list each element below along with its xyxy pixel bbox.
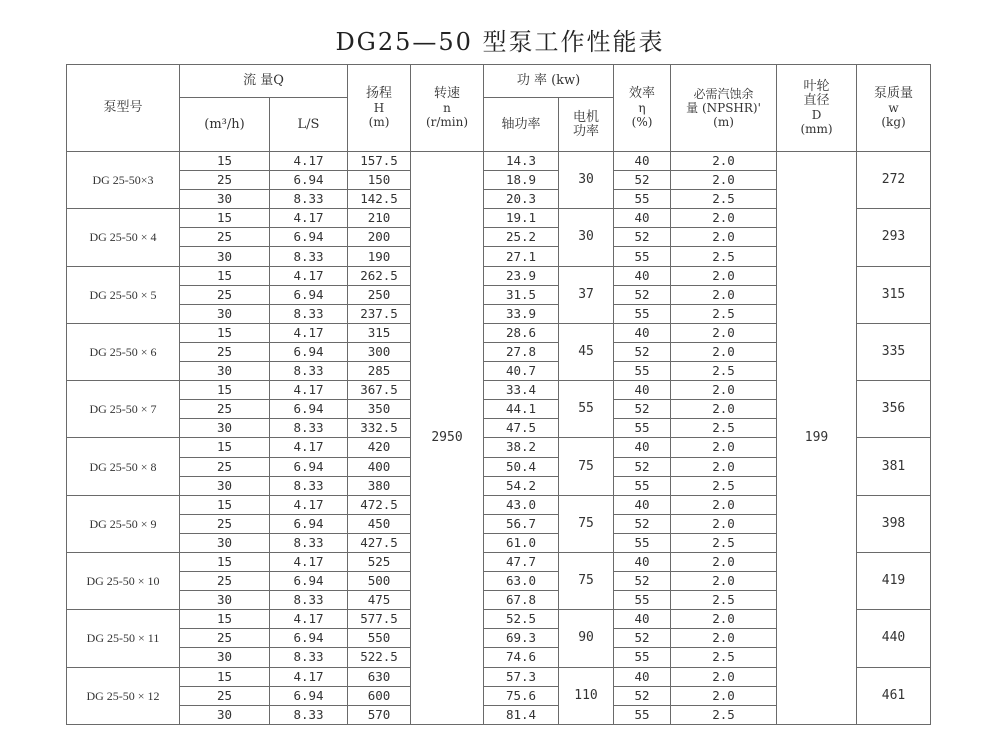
cell-flow-m3h: 30 bbox=[180, 705, 270, 724]
cell-flow-m3h: 15 bbox=[180, 495, 270, 514]
header-speed bbox=[411, 65, 484, 152]
cell-speed: 2950 bbox=[411, 152, 484, 725]
cell-npsh: 2.0 bbox=[671, 552, 777, 571]
cell-efficiency: 40 bbox=[614, 495, 671, 514]
header-head-label: 扬程 bbox=[366, 86, 393, 101]
cell-npsh: 2.0 bbox=[671, 667, 777, 686]
cell-shaft-power: 61.0 bbox=[484, 533, 559, 552]
cell-head: 367.5 bbox=[348, 381, 411, 400]
table-body bbox=[67, 152, 931, 725]
cell-flow-ls: 4.17 bbox=[270, 152, 348, 171]
cell-head: 472.5 bbox=[348, 495, 411, 514]
cell-flow-ls: 4.17 bbox=[270, 667, 348, 686]
cell-npsh: 2.5 bbox=[671, 705, 777, 724]
cell-model: DG 25-50 × 10 bbox=[67, 552, 180, 609]
cell-shaft-power: 47.7 bbox=[484, 552, 559, 571]
cell-flow-m3h: 25 bbox=[180, 285, 270, 304]
cell-motor-power: 30 bbox=[559, 209, 614, 266]
cell-flow-m3h: 15 bbox=[180, 152, 270, 171]
cell-efficiency: 52 bbox=[614, 457, 671, 476]
cell-head: 475 bbox=[348, 591, 411, 610]
cell-npsh: 2.5 bbox=[671, 591, 777, 610]
cell-efficiency: 52 bbox=[614, 514, 671, 533]
header-mass-unit: (kg) bbox=[881, 115, 906, 129]
cell-model: DG 25-50 × 5 bbox=[67, 266, 180, 323]
cell-head: 210 bbox=[348, 209, 411, 228]
cell-shaft-power: 52.5 bbox=[484, 610, 559, 629]
cell-flow-m3h: 15 bbox=[180, 610, 270, 629]
cell-flow-m3h: 25 bbox=[180, 686, 270, 705]
cell-motor-power: 55 bbox=[559, 381, 614, 438]
cell-npsh: 2.0 bbox=[671, 686, 777, 705]
cell-shaft-power: 56.7 bbox=[484, 514, 559, 533]
cell-shaft-power: 44.1 bbox=[484, 400, 559, 419]
cell-shaft-power: 50.4 bbox=[484, 457, 559, 476]
cell-efficiency: 40 bbox=[614, 381, 671, 400]
cell-npsh: 2.0 bbox=[671, 228, 777, 247]
cell-flow-m3h: 30 bbox=[180, 476, 270, 495]
cell-shaft-power: 63.0 bbox=[484, 572, 559, 591]
cell-shaft-power: 20.3 bbox=[484, 190, 559, 209]
cell-flow-m3h: 15 bbox=[180, 438, 270, 457]
cell-flow-m3h: 15 bbox=[180, 209, 270, 228]
header-mass bbox=[857, 65, 931, 152]
cell-flow-m3h: 15 bbox=[180, 552, 270, 571]
header-head-unit: (m) bbox=[368, 115, 390, 129]
cell-head: 570 bbox=[348, 705, 411, 724]
header-efficiency bbox=[614, 65, 671, 152]
cell-efficiency: 40 bbox=[614, 266, 671, 285]
cell-head: 525 bbox=[348, 552, 411, 571]
header-eff-unit: (%) bbox=[631, 115, 653, 129]
header-speed-label: 转速 bbox=[434, 86, 461, 101]
cell-efficiency: 52 bbox=[614, 342, 671, 361]
cell-flow-m3h: 30 bbox=[180, 247, 270, 266]
cell-shaft-power: 23.9 bbox=[484, 266, 559, 285]
cell-head: 142.5 bbox=[348, 190, 411, 209]
cell-npsh: 2.0 bbox=[671, 323, 777, 342]
cell-model: DG 25-50 × 4 bbox=[67, 209, 180, 266]
cell-flow-ls: 4.17 bbox=[270, 323, 348, 342]
cell-model: DG 25-50×3 bbox=[67, 152, 180, 209]
header-mass-symbol: w bbox=[888, 101, 899, 115]
cell-npsh: 2.5 bbox=[671, 533, 777, 552]
cell-efficiency: 55 bbox=[614, 419, 671, 438]
cell-npsh: 2.0 bbox=[671, 629, 777, 648]
cell-flow-ls: 8.33 bbox=[270, 304, 348, 323]
cell-flow-m3h: 15 bbox=[180, 266, 270, 285]
cell-shaft-power: 54.2 bbox=[484, 476, 559, 495]
cell-efficiency: 52 bbox=[614, 285, 671, 304]
cell-model: DG 25-50 × 12 bbox=[67, 667, 180, 724]
header-mass-label: 泵质量 bbox=[874, 86, 914, 101]
cell-flow-ls: 8.33 bbox=[270, 476, 348, 495]
cell-shaft-power: 57.3 bbox=[484, 667, 559, 686]
cell-efficiency: 52 bbox=[614, 686, 671, 705]
cell-npsh: 2.0 bbox=[671, 209, 777, 228]
cell-head: 400 bbox=[348, 457, 411, 476]
cell-motor-power: 75 bbox=[559, 552, 614, 609]
cell-shaft-power: 75.6 bbox=[484, 686, 559, 705]
header-motor-power-label-1: 电机 bbox=[573, 109, 600, 125]
cell-model: DG 25-50 × 11 bbox=[67, 610, 180, 667]
cell-npsh: 2.0 bbox=[671, 266, 777, 285]
cell-efficiency: 40 bbox=[614, 552, 671, 571]
cell-efficiency: 40 bbox=[614, 323, 671, 342]
cell-npsh: 2.0 bbox=[671, 457, 777, 476]
cell-motor-power: 75 bbox=[559, 495, 614, 552]
cell-flow-ls: 4.17 bbox=[270, 266, 348, 285]
cell-shaft-power: 67.8 bbox=[484, 591, 559, 610]
cell-mass: 335 bbox=[857, 323, 931, 380]
cell-head: 427.5 bbox=[348, 533, 411, 552]
cell-flow-ls: 4.17 bbox=[270, 438, 348, 457]
cell-head: 350 bbox=[348, 400, 411, 419]
cell-flow-m3h: 25 bbox=[180, 171, 270, 190]
cell-shaft-power: 27.1 bbox=[484, 247, 559, 266]
cell-efficiency: 40 bbox=[614, 209, 671, 228]
cell-head: 157.5 bbox=[348, 152, 411, 171]
header-npsh bbox=[671, 65, 777, 152]
cell-head: 315 bbox=[348, 323, 411, 342]
header-motor-power-label-2: 功率 bbox=[573, 123, 600, 139]
cell-npsh: 2.0 bbox=[671, 572, 777, 591]
cell-head: 630 bbox=[348, 667, 411, 686]
page-title: DG25—50 型泵工作性能表 bbox=[335, 28, 665, 56]
cell-efficiency: 52 bbox=[614, 171, 671, 190]
cell-efficiency: 55 bbox=[614, 705, 671, 724]
cell-npsh: 2.0 bbox=[671, 285, 777, 304]
cell-npsh: 2.5 bbox=[671, 304, 777, 323]
header-flow-ls: L/S bbox=[270, 98, 348, 152]
cell-flow-ls: 8.33 bbox=[270, 705, 348, 724]
cell-flow-ls: 8.33 bbox=[270, 648, 348, 667]
cell-head: 522.5 bbox=[348, 648, 411, 667]
cell-flow-ls: 8.33 bbox=[270, 591, 348, 610]
cell-flow-ls: 6.94 bbox=[270, 686, 348, 705]
cell-head: 262.5 bbox=[348, 266, 411, 285]
cell-flow-m3h: 30 bbox=[180, 304, 270, 323]
cell-efficiency: 40 bbox=[614, 610, 671, 629]
cell-flow-m3h: 30 bbox=[180, 533, 270, 552]
cell-shaft-power: 31.5 bbox=[484, 285, 559, 304]
cell-npsh: 2.0 bbox=[671, 171, 777, 190]
cell-flow-ls: 4.17 bbox=[270, 495, 348, 514]
cell-shaft-power: 33.4 bbox=[484, 381, 559, 400]
cell-shaft-power: 27.8 bbox=[484, 342, 559, 361]
cell-mass: 356 bbox=[857, 381, 931, 438]
header-impeller-unit: (mm) bbox=[800, 122, 833, 136]
cell-flow-m3h: 25 bbox=[180, 629, 270, 648]
cell-efficiency: 40 bbox=[614, 152, 671, 171]
cell-flow-m3h: 15 bbox=[180, 667, 270, 686]
cell-flow-ls: 4.17 bbox=[270, 209, 348, 228]
cell-flow-ls: 6.94 bbox=[270, 457, 348, 476]
cell-flow-ls: 8.33 bbox=[270, 362, 348, 381]
cell-flow-m3h: 15 bbox=[180, 323, 270, 342]
cell-flow-ls: 4.17 bbox=[270, 381, 348, 400]
cell-flow-ls: 8.33 bbox=[270, 419, 348, 438]
cell-motor-power: 90 bbox=[559, 610, 614, 667]
cell-flow-m3h: 25 bbox=[180, 457, 270, 476]
cell-npsh: 2.5 bbox=[671, 419, 777, 438]
cell-impeller-diameter: 199 bbox=[777, 152, 857, 725]
cell-flow-ls: 6.94 bbox=[270, 400, 348, 419]
table-row bbox=[67, 152, 931, 171]
header-motor-power bbox=[559, 98, 614, 152]
cell-flow-m3h: 30 bbox=[180, 591, 270, 610]
cell-flow-ls: 4.17 bbox=[270, 610, 348, 629]
cell-head: 285 bbox=[348, 362, 411, 381]
header-impeller-symbol: D bbox=[811, 108, 822, 122]
cell-flow-ls: 6.94 bbox=[270, 629, 348, 648]
header-row-1 bbox=[67, 65, 931, 98]
header-model: 泵型号 bbox=[67, 65, 180, 152]
cell-npsh: 2.5 bbox=[671, 247, 777, 266]
cell-shaft-power: 25.2 bbox=[484, 228, 559, 247]
cell-motor-power: 75 bbox=[559, 438, 614, 495]
cell-npsh: 2.0 bbox=[671, 495, 777, 514]
cell-shaft-power: 14.3 bbox=[484, 152, 559, 171]
cell-mass: 381 bbox=[857, 438, 931, 495]
cell-efficiency: 52 bbox=[614, 400, 671, 419]
cell-mass: 419 bbox=[857, 552, 931, 609]
cell-flow-ls: 8.33 bbox=[270, 190, 348, 209]
cell-shaft-power: 74.6 bbox=[484, 648, 559, 667]
cell-flow-m3h: 30 bbox=[180, 648, 270, 667]
cell-npsh: 2.0 bbox=[671, 381, 777, 400]
cell-efficiency: 55 bbox=[614, 648, 671, 667]
cell-flow-m3h: 30 bbox=[180, 362, 270, 381]
cell-npsh: 2.0 bbox=[671, 438, 777, 457]
cell-flow-m3h: 25 bbox=[180, 342, 270, 361]
cell-model: DG 25-50 × 7 bbox=[67, 381, 180, 438]
header-power: 功 率 (kw) bbox=[484, 65, 614, 98]
cell-flow-ls: 4.17 bbox=[270, 552, 348, 571]
cell-head: 332.5 bbox=[348, 419, 411, 438]
cell-head: 237.5 bbox=[348, 304, 411, 323]
cell-flow-ls: 6.94 bbox=[270, 171, 348, 190]
cell-shaft-power: 38.2 bbox=[484, 438, 559, 457]
header-npsh-unit: (m) bbox=[713, 115, 734, 129]
cell-efficiency: 52 bbox=[614, 629, 671, 648]
cell-npsh: 2.5 bbox=[671, 476, 777, 495]
cell-efficiency: 55 bbox=[614, 362, 671, 381]
cell-motor-power: 37 bbox=[559, 266, 614, 323]
cell-shaft-power: 81.4 bbox=[484, 705, 559, 724]
header-impeller-label-2: 直径 bbox=[803, 93, 830, 108]
cell-npsh: 2.0 bbox=[671, 400, 777, 419]
cell-head: 600 bbox=[348, 686, 411, 705]
cell-flow-m3h: 25 bbox=[180, 514, 270, 533]
cell-flow-ls: 6.94 bbox=[270, 514, 348, 533]
header-eff-label: 效率 bbox=[629, 86, 656, 101]
cell-npsh: 2.5 bbox=[671, 648, 777, 667]
cell-efficiency: 55 bbox=[614, 591, 671, 610]
cell-model: DG 25-50 × 8 bbox=[67, 438, 180, 495]
cell-mass: 461 bbox=[857, 667, 931, 724]
header-impeller bbox=[777, 65, 857, 152]
cell-efficiency: 40 bbox=[614, 667, 671, 686]
cell-flow-ls: 6.94 bbox=[270, 572, 348, 591]
cell-npsh: 2.0 bbox=[671, 152, 777, 171]
cell-mass: 440 bbox=[857, 610, 931, 667]
cell-head: 420 bbox=[348, 438, 411, 457]
cell-head: 450 bbox=[348, 514, 411, 533]
cell-efficiency: 52 bbox=[614, 228, 671, 247]
cell-efficiency: 52 bbox=[614, 572, 671, 591]
cell-shaft-power: 40.7 bbox=[484, 362, 559, 381]
cell-efficiency: 55 bbox=[614, 190, 671, 209]
cell-head: 380 bbox=[348, 476, 411, 495]
header-eff-symbol: η bbox=[638, 101, 646, 115]
header-impeller-label-1: 叶轮 bbox=[803, 79, 830, 94]
cell-flow-m3h: 15 bbox=[180, 381, 270, 400]
cell-efficiency: 55 bbox=[614, 247, 671, 266]
cell-efficiency: 55 bbox=[614, 476, 671, 495]
cell-flow-m3h: 25 bbox=[180, 400, 270, 419]
cell-npsh: 2.0 bbox=[671, 514, 777, 533]
cell-motor-power: 30 bbox=[559, 152, 614, 209]
cell-flow-ls: 6.94 bbox=[270, 285, 348, 304]
cell-head: 150 bbox=[348, 171, 411, 190]
cell-npsh: 2.5 bbox=[671, 190, 777, 209]
cell-shaft-power: 18.9 bbox=[484, 171, 559, 190]
cell-head: 300 bbox=[348, 342, 411, 361]
cell-flow-ls: 6.94 bbox=[270, 228, 348, 247]
cell-npsh: 2.0 bbox=[671, 610, 777, 629]
cell-flow-ls: 8.33 bbox=[270, 533, 348, 552]
cell-head: 577.5 bbox=[348, 610, 411, 629]
header-npsh-label: 必需汽蚀余 bbox=[693, 87, 754, 101]
cell-flow-ls: 8.33 bbox=[270, 247, 348, 266]
cell-flow-ls: 6.94 bbox=[270, 342, 348, 361]
cell-head: 200 bbox=[348, 228, 411, 247]
header-head bbox=[348, 65, 411, 152]
header-speed-symbol: n bbox=[443, 101, 451, 115]
cell-shaft-power: 47.5 bbox=[484, 419, 559, 438]
cell-shaft-power: 28.6 bbox=[484, 323, 559, 342]
header-shaft-power: 轴功率 bbox=[484, 98, 559, 152]
cell-shaft-power: 69.3 bbox=[484, 629, 559, 648]
cell-flow-m3h: 30 bbox=[180, 419, 270, 438]
cell-head: 250 bbox=[348, 285, 411, 304]
cell-mass: 293 bbox=[857, 209, 931, 266]
cell-efficiency: 40 bbox=[614, 438, 671, 457]
cell-head: 500 bbox=[348, 572, 411, 591]
header-npsh-symbol: 量 (NPSHR)' bbox=[686, 101, 761, 115]
cell-npsh: 2.0 bbox=[671, 342, 777, 361]
cell-mass: 398 bbox=[857, 495, 931, 552]
cell-head: 550 bbox=[348, 629, 411, 648]
cell-shaft-power: 33.9 bbox=[484, 304, 559, 323]
cell-npsh: 2.5 bbox=[671, 362, 777, 381]
cell-mass: 272 bbox=[857, 152, 931, 209]
cell-shaft-power: 43.0 bbox=[484, 495, 559, 514]
header-flow-m3h: (m³/h) bbox=[180, 98, 270, 152]
cell-flow-m3h: 30 bbox=[180, 190, 270, 209]
cell-efficiency: 55 bbox=[614, 533, 671, 552]
cell-efficiency: 55 bbox=[614, 304, 671, 323]
cell-shaft-power: 19.1 bbox=[484, 209, 559, 228]
header-head-symbol: H bbox=[373, 101, 385, 115]
cell-head: 190 bbox=[348, 247, 411, 266]
header-speed-unit: (r/min) bbox=[425, 115, 469, 129]
header-flow: 流 量Q bbox=[180, 65, 348, 98]
cell-motor-power: 45 bbox=[559, 323, 614, 380]
cell-model: DG 25-50 × 6 bbox=[67, 323, 180, 380]
cell-mass: 315 bbox=[857, 266, 931, 323]
cell-motor-power: 110 bbox=[559, 667, 614, 724]
cell-model: DG 25-50 × 9 bbox=[67, 495, 180, 552]
cell-flow-m3h: 25 bbox=[180, 572, 270, 591]
cell-flow-m3h: 25 bbox=[180, 228, 270, 247]
performance-table bbox=[66, 64, 931, 725]
